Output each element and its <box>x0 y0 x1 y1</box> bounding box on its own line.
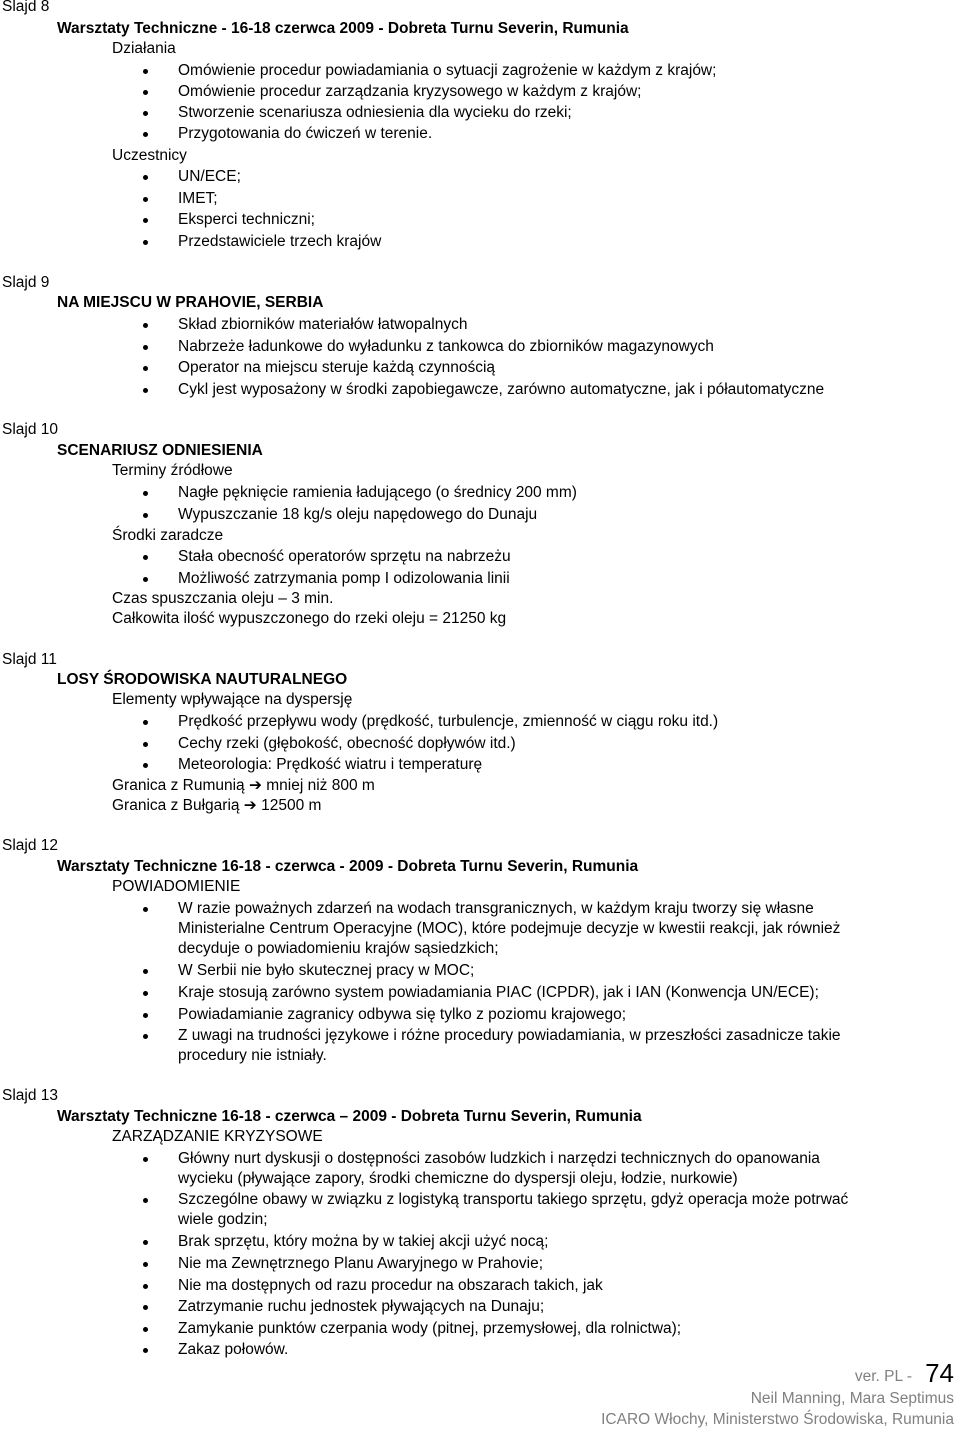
slide-9-label: Slajd 9 <box>2 274 50 291</box>
slide-8-participant-item: Przedstawiciele trzech krajów <box>178 233 382 250</box>
slide-9-title: NA MIEJSCU W PRAHOVIE, SERBIA <box>57 294 324 311</box>
slide-11-border-romania: Granica z Rumunią ➔ mniej niż 800 m <box>112 777 375 794</box>
slide-8-title: Warsztaty Techniczne - 16-18 czerwca 2009 - Dobreta Turnu Severin, Rumunia <box>57 20 629 37</box>
slide-12-subheading: POWIADOMIENIE <box>112 878 241 895</box>
slide-10-source-item: Wypuszczanie 18 kg/s oleju napędowego do Dunaju <box>178 506 538 523</box>
footer-authors: Neil Manning, Mara Septimus <box>750 1390 954 1407</box>
slide-10-measure-item: Możliwość zatrzymania pomp I odizolowania linii <box>178 570 510 587</box>
slide-9-item: Cykl jest wyposażony w środki zapobiegawcze, zarówno automatyczne, jak i półautomatyczne <box>178 381 825 398</box>
slide-12-item: W razie poważnych zdarzeń na wodach transgranicznych, w każdym kraju tworzy się własne <box>178 900 814 917</box>
slide-13-item-continuation: wycieku (pływające zapory, środki chemiczne do dyspersji oleju, łodzie, nurkowie) <box>178 1170 738 1187</box>
slide-8-action-item: Omówienie procedur zarządzania kryzysowego w każdym z krajów; <box>178 83 642 100</box>
slide-13-item: Zakaz połowów. <box>178 1341 289 1358</box>
slide-13-item: Nie ma dostępnych od razu procedur na obszarach takich, jak <box>178 1277 603 1294</box>
slide-10-source-item: Nagłe pęknięcie ramienia ładującego (o średnicy 200 mm) <box>178 484 577 501</box>
slide-11-border-bulgaria: Granica z Bułgarią ➔ 12500 m <box>112 797 322 814</box>
slide-12-item: Z uwagi na trudności językowe i różne procedury powiadamiania, w przeszłości zasadnicze takie <box>178 1027 841 1044</box>
slide-13-item: Brak sprzętu, który można by w takiej akcji użyć nocą; <box>178 1233 549 1250</box>
slide-10-total: Całkowita ilość wypuszczonego do rzeki oleju = 21250 kg <box>112 610 507 627</box>
slide-13-item-continuation: wiele godzin; <box>178 1211 268 1228</box>
slide-12-item-continuation: decyduje o powiadomieniu krajów sąsiedzkich; <box>178 940 499 957</box>
slide-10-title: SCENARIUSZ ODNIESIENIA <box>57 442 263 459</box>
slide-12-item-continuation: procedury nie istniały. <box>178 1047 327 1064</box>
slide-10-sources-heading: Terminy źródłowe <box>112 462 233 479</box>
slide-13-item: Szczególne obawy w związku z logistyką transportu takiego sprzętu, gdyż operacja może potrwać <box>178 1191 849 1208</box>
slide-11-label: Slajd 11 <box>2 651 57 668</box>
slide-11-elements-heading: Elementy wpływające na dyspersję <box>112 691 353 708</box>
slide-10-label: Slajd 10 <box>2 421 59 438</box>
slide-13-item: Nie ma Zewnętrznego Planu Awaryjnego w Prahovie; <box>178 1255 544 1272</box>
slide-12-item: Powiadamianie zagranicy odbywa się tylko z poziomu krajowego; <box>178 1006 627 1023</box>
slide-8-participant-item: IMET; <box>178 190 218 207</box>
slide-13-item: Główny nurt dyskusji o dostępności zasobów ludzkich i narzędzi technicznych do opanowania <box>178 1150 820 1167</box>
slide-10-measure-item: Stała obecność operatorów sprzętu na nabrzeżu <box>178 548 511 565</box>
slide-13-label: Slajd 13 <box>2 1087 59 1104</box>
footer-institution: ICARO Włochy, Ministerstwo Środowiska, Rumunia <box>601 1411 954 1428</box>
slide-13-item: Zatrzymanie ruchu jednostek pływających na Dunaju; <box>178 1298 545 1315</box>
slide-8-action-item: Stworzenie scenariusza odniesienia dla wycieku do rzeki; <box>178 104 572 121</box>
footer-version: ver. PL - <box>854 1368 912 1385</box>
slide-9-item: Operator na miejscu steruje każdą czynnością <box>178 359 496 376</box>
slide-8-actions-heading: Działania <box>112 40 176 57</box>
slide-9-item: Nabrzeże ładunkowe do wyładunku z tankowca do zbiorników magazynowych <box>178 338 714 355</box>
slide-11-element-item: Meteorologia: Prędkość wiatru i temperaturę <box>178 756 483 773</box>
slide-8-action-item: Przygotowania do ćwiczeń w terenie. <box>178 125 433 142</box>
slide-8-label: Slajd 8 <box>2 0 50 15</box>
slide-8-participant-item: UN/ECE; <box>178 168 241 185</box>
slide-12-item: Kraje stosują zarówno system powiadamiania PIAC (ICPDR), jak i IAN (Konwencja UN/ECE); <box>178 984 819 1001</box>
slide-10-time: Czas spuszczania oleju – 3 min. <box>112 590 334 607</box>
slide-8-action-item: Omówienie procedur powiadamiania o sytuacji zagrożenie w każdym z krajów; <box>178 62 717 79</box>
slide-9-item: Skład zbiorników materiałów łatwopalnych <box>178 316 468 333</box>
slide-12-item: W Serbii nie było skutecznej pracy w MOC; <box>178 962 475 979</box>
slide-8-participants-heading: Uczestnicy <box>112 147 187 164</box>
slide-11-title: LOSY ŚRODOWISKA NAUTURALNEGO <box>57 671 348 688</box>
slide-13-title: Warsztaty Techniczne 16-18 - czerwca – 2009 - Dobreta Turnu Severin, Rumunia <box>57 1108 642 1125</box>
slide-13-subheading: ZARZĄDZANIE KRYZYSOWE <box>112 1128 323 1145</box>
slide-13-item: Zamykanie punktów czerpania wody (pitnej, przemysłowej, dla rolnictwa); <box>178 1320 682 1337</box>
slide-12-label: Slajd 12 <box>2 837 59 854</box>
slide-8-participant-item: Eksperci techniczni; <box>178 211 315 228</box>
slide-11-element-item: Prędkość przepływu wody (prędkość, turbulencje, zmienność w ciągu roku itd.) <box>178 713 719 730</box>
slide-12-item-continuation: Ministerialne Centrum Operacyjne (MOC), które podejmuje decyzje w kwestii reakcji, jak również <box>178 920 841 937</box>
footer-page-number: 74 <box>925 1358 954 1388</box>
slide-11-element-item: Cechy rzeki (głębokość, obecność dopływów itd.) <box>178 735 516 752</box>
slide-12-title: Warsztaty Techniczne 16-18 - czerwca - 2009 - Dobreta Turnu Severin, Rumunia <box>57 858 639 875</box>
slide-10-measures-heading: Środki zaradcze <box>112 527 224 544</box>
